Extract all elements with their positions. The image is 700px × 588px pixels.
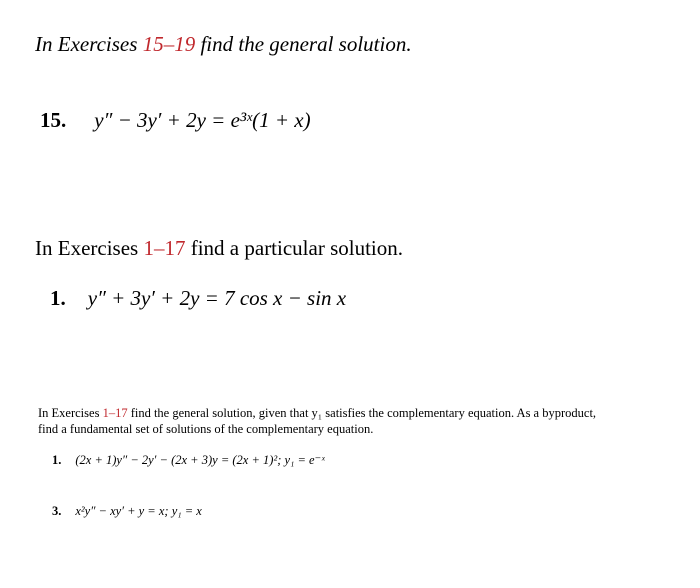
section1-exercise-15 <box>40 108 311 133</box>
section2-intro-prefix: In Exercises <box>35 236 144 260</box>
section1-exercise-number: 15. <box>40 108 67 132</box>
section1-instruction <box>35 32 412 57</box>
section3-exercise-range-link[interactable]: 1–17 <box>102 406 128 420</box>
section2-exercise-1 <box>50 286 346 311</box>
section3-exercise1-equation: (2x + 1)y″ − 2y′ − (2x + 3)y = (2x + 1)²; y₁ = e⁻ˣ <box>75 453 325 467</box>
section3-exercise3-number: 3. <box>52 504 62 518</box>
section1-exercise-equation: y″ − 3y′ + 2y = e³ˣ(1 + x) <box>94 108 311 132</box>
section2-instruction <box>35 236 403 261</box>
section2-intro-suffix: find a particular solution. <box>185 236 403 260</box>
section3-exercise-3 <box>52 504 202 519</box>
section1-intro-suffix: find the general solution. <box>195 32 412 56</box>
section2-exercise-range-link[interactable]: 1–17 <box>143 236 186 260</box>
section3-instruction <box>38 405 598 437</box>
section1-exercise-range-link[interactable]: 15–19 <box>142 32 196 56</box>
section1-intro-prefix: In Exercises <box>35 32 143 56</box>
section3-exercise1-number: 1. <box>52 453 62 467</box>
section2-exercise-number: 1. <box>50 286 66 310</box>
section3-exercise-1 <box>52 452 325 468</box>
section3-intro-suffix: find the general solution, given that y₁ satisfies the complementary equation. As a byproduct, find a fundamental set of solutions of the complementary equation. <box>38 406 597 436</box>
section3-exercise3-equation: x²y″ − xy′ + y = x; y₁ = x <box>75 504 202 518</box>
section3-intro-prefix: In Exercises <box>38 406 103 420</box>
section2-exercise-equation: y″ + 3y′ + 2y = 7 cos x − sin x <box>87 286 347 310</box>
